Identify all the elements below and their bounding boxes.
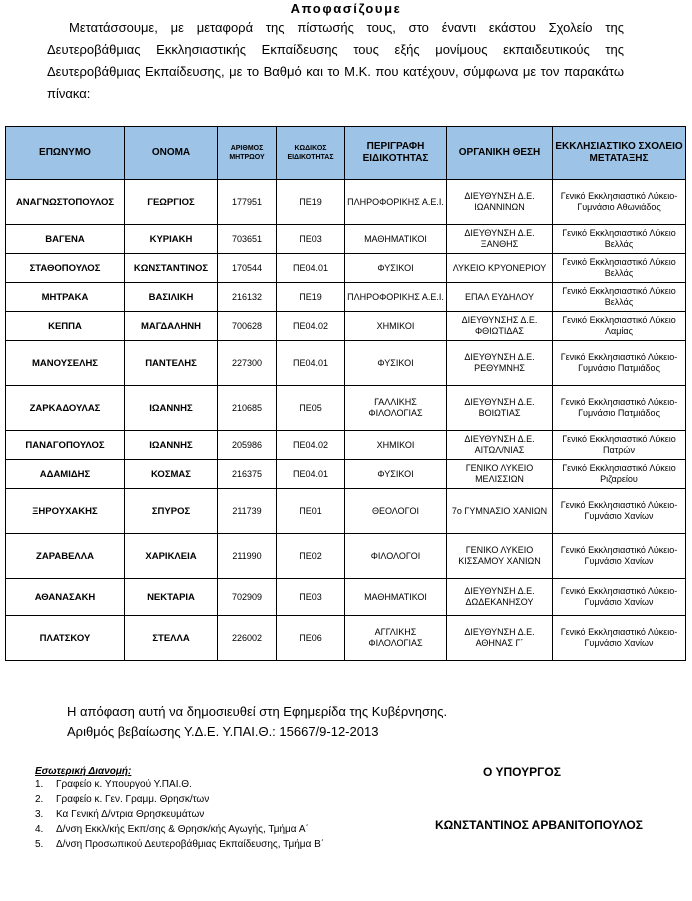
cell-specialty-code: ΠΕ03 [277, 579, 345, 616]
cell-transfer-school: Γενικό Εκκλησιαστικό Λύκειο Λαμίας [553, 312, 686, 341]
minister-name: ΚΩΝΣΤΑΝΤΙΝΟΣ ΑΡΒΑΝΙΤΟΠΟΥΛΟΣ [435, 818, 643, 832]
cell-registry-number: 700628 [218, 312, 277, 341]
cell-transfer-school: Γενικό Εκκλησιαστικό Λύκειο Ριζαρείου [553, 460, 686, 489]
cell-organic-position: ΕΠΑΛ ΕΥΔΗΛΟΥ [447, 283, 553, 312]
distribution-item-text: Δ/νση Εκκλ/κής Εκπ/σης & Θρησκ/κής Αγωγής, Τμήμα Α΄ [56, 824, 309, 835]
cell-specialty-code: ΠΕ05 [277, 386, 345, 431]
table-row [6, 534, 686, 579]
table-header-row [6, 127, 686, 180]
cell-organic-position: ΔΙΕΥΘΥΝΣΗΣ Δ.Ε. ΦΘΙΩΤΙΔΑΣ [447, 312, 553, 341]
cell-surname: ΠΑΝΑΓΟΠΟΥΛΟΣ [6, 431, 125, 460]
cell-transfer-school: Γενικό Εκκλησιαστικό Λύκειο Βελλάς [553, 225, 686, 254]
cell-transfer-school: Γενικό Εκκλησιαστικό Λύκειο-Γυμνάσιο Χανίων [553, 579, 686, 616]
cell-specialty-code: ΠΕ04.01 [277, 341, 345, 386]
cell-registry-number: 216132 [218, 283, 277, 312]
cell-specialty-code: ΠΕ02 [277, 534, 345, 579]
transfer-table [5, 126, 686, 661]
cell-specialty-description: ΧΗΜΙΚΟΙ [345, 312, 447, 341]
cell-specialty-code: ΠΕ19 [277, 283, 345, 312]
distribution-item-text: Γραφείο κ. Γεν. Γραμμ. Θρησκ/των [56, 794, 210, 805]
cell-transfer-school: Γενικό Εκκλησιαστικό Λύκειο-Γυμνάσιο Πατμιάδος [553, 386, 686, 431]
cell-organic-position: ΔΙΕΥΘΥΝΣΗ Δ.Ε. ΙΩΑΝΝΙΝΩΝ [447, 180, 553, 225]
cell-registry-number: 210685 [218, 386, 277, 431]
distribution-item-text: Κα Γενική Δ/ντρια Θρησκευμάτων [56, 809, 205, 820]
header-transfer-school: ΕΚΚΛΗΣΙΑΣΤΙΚΟ ΣΧΟΛΕΙΟ ΜΕΤΑΤΑΞΗΣ [553, 127, 686, 180]
cell-specialty-description: ΦΥΣΙΚΟΙ [345, 460, 447, 489]
table-row [6, 460, 686, 489]
cell-transfer-school: Γενικό Εκκλησιαστικό Λύκειο-Γυμνάσιο Πατμιάδος [553, 341, 686, 386]
cell-first-name: ΣΤΕΛΛΑ [125, 616, 218, 661]
cell-surname: ΑΝΑΓΝΩΣΤΟΠΟΥΛΟΣ [6, 180, 125, 225]
distribution-item [35, 823, 355, 836]
cell-transfer-school: Γενικό Εκκλησιαστικό Λύκειο-Γυμνάσιο Χανίων [553, 616, 686, 661]
cell-specialty-code: ΠΕ04.01 [277, 254, 345, 283]
table-row [6, 386, 686, 431]
cell-organic-position: ΔΙΕΥΘΥΝΣΗ Δ.Ε. ΡΕΘΥΜΝΗΣ [447, 341, 553, 386]
cell-specialty-description: ΦΥΣΙΚΟΙ [345, 254, 447, 283]
cell-first-name: ΙΩΑΝΝΗΣ [125, 431, 218, 460]
distribution-item-number: 3. [35, 809, 44, 820]
cell-specialty-code: ΠΕ04.01 [277, 460, 345, 489]
distribution-item-number: 4. [35, 824, 44, 835]
cell-registry-number: 703651 [218, 225, 277, 254]
cell-specialty-description: ΧΗΜΙΚΟΙ [345, 431, 447, 460]
cell-transfer-school: Γενικό Εκκλησιαστικό Λύκειο-Γυμνάσιο Χανίων [553, 489, 686, 534]
cell-specialty-description: ΓΑΛΛΙΚΗΣ ΦΙΛΟΛΟΓΙΑΣ [345, 386, 447, 431]
distribution-item-text: Δ/νση Προσωπικού Δευτεροβάθμιας Εκπαίδευσης, Τμήμα Β΄ [56, 839, 325, 850]
cell-first-name: ΚΥΡΙΑΚΗ [125, 225, 218, 254]
cell-specialty-description: ΦΥΣΙΚΟΙ [345, 341, 447, 386]
cell-specialty-description: ΘΕΟΛΟΓΟΙ [345, 489, 447, 534]
cell-organic-position: ΔΙΕΥΘΥΝΣΗ Δ.Ε. ΑΘΗΝΑΣ Γ΄ [447, 616, 553, 661]
table-row [6, 283, 686, 312]
cell-first-name: ΚΩΝΣΤΑΝΤΙΝΟΣ [125, 254, 218, 283]
cell-transfer-school: Γενικό Εκκλησιαστικό Λύκειο-Γυμνάσιο Χανίων [553, 534, 686, 579]
cell-specialty-code: ΠΕ04.02 [277, 431, 345, 460]
cell-registry-number: 205986 [218, 431, 277, 460]
cell-organic-position: 7ο ΓΥΜΝΑΣΙΟ ΧΑΝΙΩΝ [447, 489, 553, 534]
distribution-item-text: Γραφείο κ. Υπουργού Υ.ΠΑΙ.Θ. [56, 779, 192, 790]
cell-surname: ΒΑΓΕΝΑ [6, 225, 125, 254]
cell-surname: ΣΤΑΘΟΠΟΥΛΟΣ [6, 254, 125, 283]
minister-title: Ο ΥΠΟΥΡΓΟΣ [483, 765, 561, 779]
cell-specialty-description: ΑΓΓΛΙΚΗΣ ΦΙΛΟΛΟΓΙΑΣ [345, 616, 447, 661]
cell-first-name: ΒΑΣΙΛΙΚΗ [125, 283, 218, 312]
table-row [6, 225, 686, 254]
table-body [6, 180, 686, 661]
cell-specialty-description: ΠΛΗΡΟΦΟΡΙΚΗΣ Α.Ε.Ι. [345, 180, 447, 225]
publication-note: Η απόφαση αυτή να δημοσιευθεί στη Εφημερίδα της Κυβέρνησης. [67, 704, 448, 719]
cell-registry-number: 216375 [218, 460, 277, 489]
cell-registry-number: 226002 [218, 616, 277, 661]
cell-organic-position: ΔΙΕΥΘΥΝΣΗ Δ.Ε. ΔΩΔΕΚΑΝΗΣΟΥ [447, 579, 553, 616]
distribution-item [35, 793, 355, 806]
cell-first-name: ΚΟΣΜΑΣ [125, 460, 218, 489]
cell-surname: ΑΘΑΝΑΣΑΚΗ [6, 579, 125, 616]
header-registry-number: ΑΡΙΘΜΟΣ ΜΗΤΡΩΟΥ [218, 127, 277, 180]
cell-first-name: ΣΠΥΡΟΣ [125, 489, 218, 534]
cell-surname: ΜΗΤΡΑΚΑ [6, 283, 125, 312]
distribution-item [35, 838, 355, 851]
cell-surname: ΑΔΑΜΙΔΗΣ [6, 460, 125, 489]
distribution-item [35, 778, 355, 791]
header-specialty-description: ΠΕΡΙΓΡΑΦΗ ΕΙΔΙΚΟΤΗΤΑΣ [345, 127, 447, 180]
cell-first-name: ΜΑΓΔΑΛΗΝΗ [125, 312, 218, 341]
cell-organic-position: ΔΙΕΥΘΥΝΣΗ Δ.Ε. ΒΟΙΩΤΙΑΣ [447, 386, 553, 431]
cell-specialty-description: ΜΑΘΗΜΑΤΙΚΟΙ [345, 225, 447, 254]
cell-organic-position: ΛΥΚΕΙΟ ΚΡΥΟΝΕΡΙΟΥ [447, 254, 553, 283]
cell-transfer-school: Γενικό Εκκλησιαστικό Λύκειο Βελλάς [553, 254, 686, 283]
cell-registry-number: 211739 [218, 489, 277, 534]
cell-organic-position: ΓΕΝΙΚΟ ΛΥΚΕΙΟ ΚΙΣΣΑΜΟΥ ΧΑΝΙΩΝ [447, 534, 553, 579]
distribution-list [35, 778, 355, 853]
distribution-item-number: 5. [35, 839, 44, 850]
cell-surname: ΠΛΑΤΣΚΟΥ [6, 616, 125, 661]
table-row [6, 180, 686, 225]
cell-first-name: ΝΕΚΤΑΡΙΑ [125, 579, 218, 616]
decision-heading: Αποφασίζουμε [290, 1, 402, 16]
intro-paragraph: Μετατάσσουμε, με μεταφορά της πίστωσής τους, στο έναντι εκάστου Σχολείο της Δευτεροβάθμιας Εκκλησιαστικής Εκπαίδευσης τους εξής μονίμους εκπαιδευτικούς της Δευτεροβάθμιας Εκπαίδευσης, με το Βαθμό και το Μ.Κ. που κατέχουν, σύμφωνα με τον παρακάτω πίνακα: [47, 20, 624, 101]
header-first-name: ΟΝΟΜΑ [125, 127, 218, 180]
cell-registry-number: 211990 [218, 534, 277, 579]
header-surname: ΕΠΩΝΥΜΟ [6, 127, 125, 180]
distribution-title: Εσωτερική Διανομή: [35, 766, 132, 777]
cell-registry-number: 702909 [218, 579, 277, 616]
cell-first-name: ΠΑΝΤΕΛΗΣ [125, 341, 218, 386]
cell-surname: ΞΗΡΟΥΧΑΚΗΣ [6, 489, 125, 534]
certification-note: Αριθμός βεβαίωσης Υ.Δ.Ε. Υ.ΠΑΙ.Θ.: 15667/9-12-2013 [67, 724, 379, 739]
header-specialty-code: ΚΩΔΙΚΟΣ ΕΙΔΙΚΟΤΗΤΑΣ [277, 127, 345, 180]
cell-surname: ΜΑΝΟΥΣΕΛΗΣ [6, 341, 125, 386]
table-row [6, 431, 686, 460]
cell-specialty-code: ΠΕ06 [277, 616, 345, 661]
cell-registry-number: 227300 [218, 341, 277, 386]
cell-first-name: ΧΑΡΙΚΛΕΙΑ [125, 534, 218, 579]
cell-organic-position: ΔΙΕΥΘΥΝΣΗ Δ.Ε. ΞΑΝΘΗΣ [447, 225, 553, 254]
table-row [6, 616, 686, 661]
cell-registry-number: 170544 [218, 254, 277, 283]
table-row [6, 341, 686, 386]
cell-transfer-school: Γενικό Εκκλησιαστικό Λύκειο-Γυμνάσιο Αθωνιάδος [553, 180, 686, 225]
header-organic-position: ΟΡΓΑΝΙΚΗ ΘΕΣΗ [447, 127, 553, 180]
cell-transfer-school: Γενικό Εκκλησιαστικό Λύκειο Πατρών [553, 431, 686, 460]
distribution-item-number: 1. [35, 779, 44, 790]
cell-specialty-code: ΠΕ03 [277, 225, 345, 254]
cell-registry-number: 177951 [218, 180, 277, 225]
cell-transfer-school: Γενικό Εκκλησιαστικό Λύκειο Βελλάς [553, 283, 686, 312]
cell-first-name: ΓΕΩΡΓΙΟΣ [125, 180, 218, 225]
cell-specialty-description: ΜΑΘΗΜΑΤΙΚΟΙ [345, 579, 447, 616]
cell-first-name: ΙΩΑΝΝΗΣ [125, 386, 218, 431]
cell-specialty-code: ΠΕ04.02 [277, 312, 345, 341]
cell-organic-position: ΓΕΝΙΚΟ ΛΥΚΕΙΟ ΜΕΛΙΣΣΙΩΝ [447, 460, 553, 489]
cell-specialty-description: ΠΛΗΡΟΦΟΡΙΚΗΣ Α.Ε.Ι. [345, 283, 447, 312]
distribution-item [35, 808, 355, 821]
table-row [6, 312, 686, 341]
cell-organic-position: ΔΙΕΥΘΥΝΣΗ Δ.Ε. ΑΙΤΩΛ/ΝΙΑΣ [447, 431, 553, 460]
table-row [6, 254, 686, 283]
cell-surname: ΚΕΠΠΑ [6, 312, 125, 341]
cell-specialty-code: ΠΕ01 [277, 489, 345, 534]
cell-specialty-code: ΠΕ19 [277, 180, 345, 225]
table-row [6, 579, 686, 616]
table-row [6, 489, 686, 534]
cell-specialty-description: ΦΙΛΟΛΟΓΟΙ [345, 534, 447, 579]
cell-surname: ΖΑΡΚΑΔΟΥΛΑΣ [6, 386, 125, 431]
cell-surname: ΖΑΡΑΒΕΛΛΑ [6, 534, 125, 579]
distribution-item-number: 2. [35, 794, 44, 805]
